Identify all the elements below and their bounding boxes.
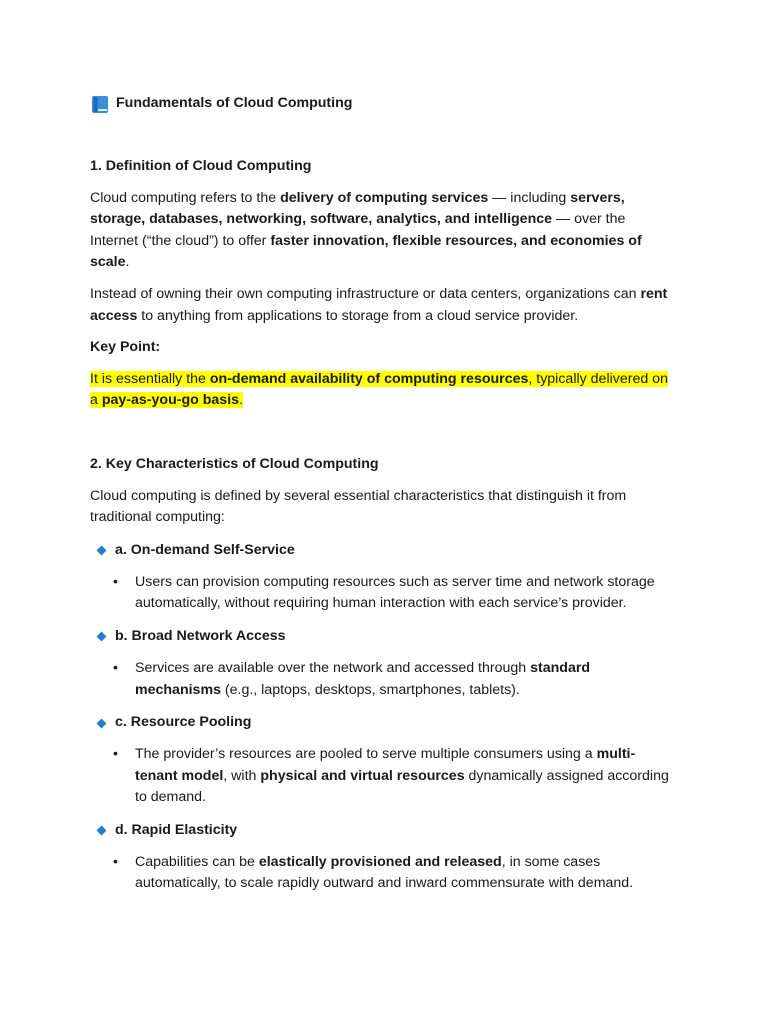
- key-point-highlight: It is essentially the on-demand availability of computing resources, typically delivered on a pay-as-you-go basis.: [90, 370, 668, 409]
- blue-diamond-icon: [97, 826, 107, 836]
- characteristic-heading: c. Resource Pooling: [90, 712, 670, 734]
- blue-book-icon: [92, 96, 108, 113]
- key-point-label: Key Point:: [90, 339, 161, 356]
- section-heading-definition: 1. Definition of Cloud Computing: [90, 158, 312, 174]
- characteristic-heading: d. Rapid Elasticity: [90, 820, 670, 842]
- ownership-paragraph: Instead of owning their own computing infrastructure or data centers, organizations can rent access to anything from applications to storage from a cloud service provider.: [90, 285, 668, 324]
- blue-diamond-icon: [97, 546, 107, 556]
- bullet-icon: •: [113, 853, 118, 870]
- bullet-icon: •: [113, 746, 118, 763]
- bullet-icon: •: [113, 659, 118, 676]
- section-heading-characteristics: 2. Key Characteristics of Cloud Computing: [90, 455, 379, 472]
- bullet-item: • Services are available over the network and accessed through standard mechanisms (e.g., laptops, desktops, smartphones, tablets).: [90, 658, 670, 701]
- characteristic-heading: a. On-demand Self-Service: [90, 540, 670, 562]
- bullet-item: • Users can provision computing resources such as server time and network storage automatically, without requiring human interaction with each service’s provider.: [90, 572, 670, 615]
- bullet-item: • The provider’s resources are pooled to serve multiple consumers using a multi-tenant model, with physical and virtual resources dynamically assigned according to demand.: [90, 744, 670, 809]
- characteristic-heading: b. Broad Network Access: [90, 626, 670, 648]
- characteristics-intro: Cloud computing is defined by several essential characteristics that distinguish it from traditional computing:: [90, 487, 627, 526]
- definition-paragraph: Cloud computing refers to the delivery of computing services — including servers, storage, databases, networking, software, analytics, and intelligence — over the Internet (“the cloud”) to offer faster innovation, flexible resources, and economies of scale.: [90, 189, 642, 271]
- document-title-text: Fundamentals of Cloud Computing: [116, 95, 353, 112]
- blue-diamond-icon: [97, 718, 107, 728]
- document-title: [90, 92, 670, 116]
- bullet-icon: •: [113, 573, 118, 590]
- blue-diamond-icon: [97, 632, 107, 642]
- bullet-item: • Capabilities can be elastically provisioned and released, in some cases automatically, to scale rapidly outward and inward commensurate with demand.: [90, 852, 670, 895]
- document-page: [90, 92, 670, 897]
